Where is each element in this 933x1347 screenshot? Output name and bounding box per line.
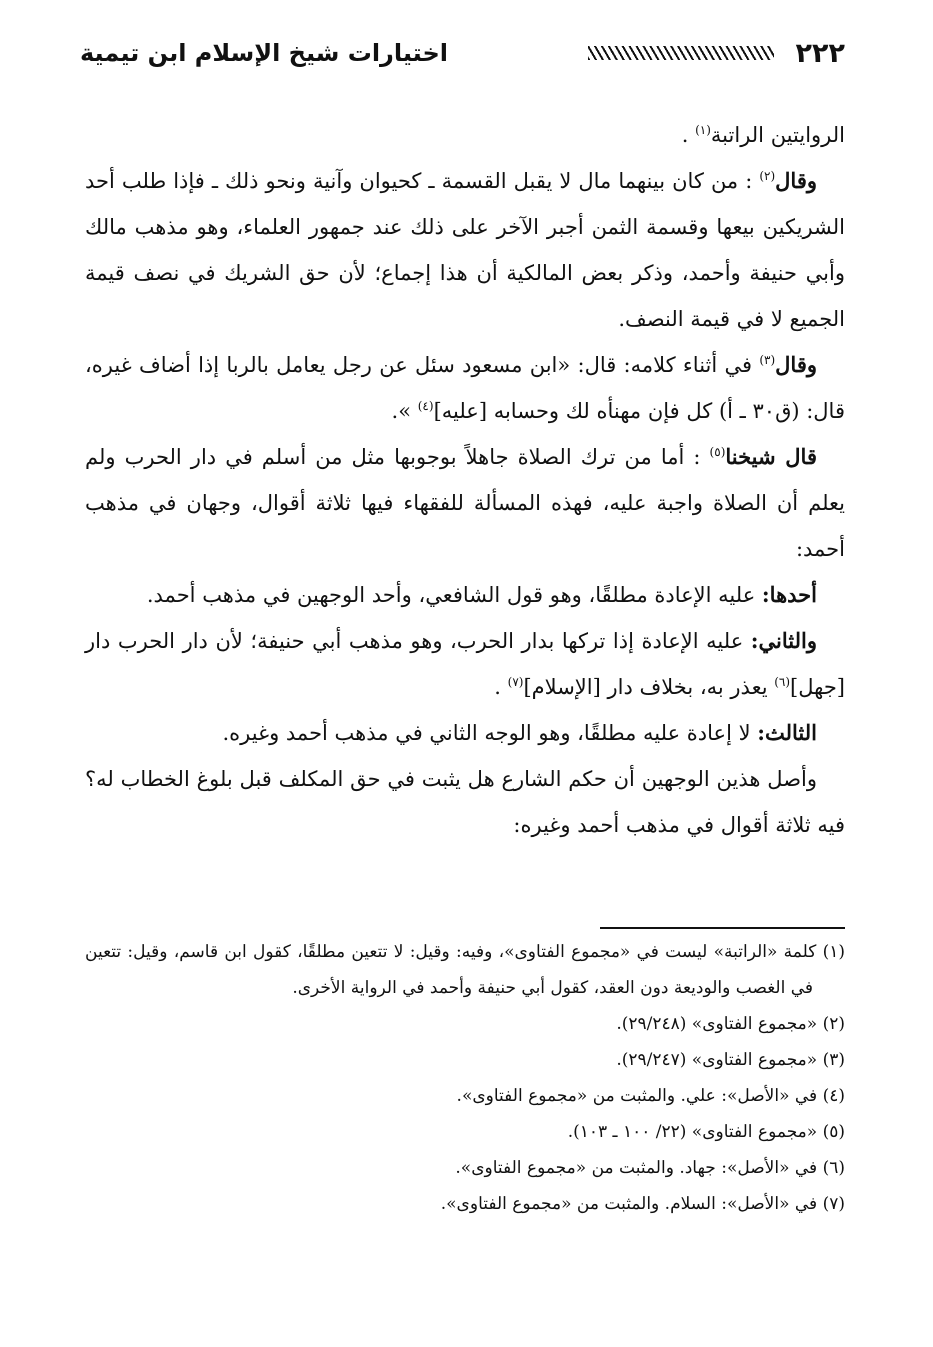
paragraph <box>85 158 845 342</box>
paragraph <box>85 710 845 756</box>
paragraph-text: الروايتين الراتبة <box>710 123 845 147</box>
footnote-ref: (٧) <box>507 675 524 689</box>
paragraph <box>85 434 845 572</box>
paragraph-text: ». <box>391 399 418 423</box>
paragraph-lead: وقال <box>775 168 817 193</box>
paragraph-text: عليه الإعادة مطلقًا، وهو قول الشافعي، وأحد الوجهين في مذهب أحمد. <box>146 583 762 607</box>
paragraph-text: : من كان بينهما مال لا يقبل القسمة ـ كحيوان وآنية ونحو ذلك ـ فإذا طلب أحد الشريكين بيعها وقسمة الثمن أجبر الآخر على ذلك عند جمهور العلماء، وهو مذهب مالك وأبي حنيفة وأحمد، وذكر بعض المالكية أن هذا إجماع؛ لأن حق الشريك في نصف قيمة الجميع لا في قيمة النصف. <box>85 169 845 331</box>
footnotes <box>85 934 845 1222</box>
header-title: اختيارات شيخ الإسلام ابن تيمية <box>80 39 449 67</box>
paragraph <box>85 342 845 434</box>
footnote: (٢) «مجموع الفتاوى» (٢٩/٢٤٨). <box>616 1014 845 1034</box>
paragraph <box>85 756 845 848</box>
footnote: (٧) في «الأصل»: السلام. والمثبت من «مجموع الفتاوى». <box>440 1194 845 1214</box>
footnote-ref: (٥) <box>709 445 726 459</box>
header-ornament <box>588 46 774 60</box>
paragraph-lead: الثالث: <box>757 720 817 745</box>
footnote: (٣) «مجموع الفتاوى» (٢٩/٢٤٧). <box>616 1050 845 1070</box>
footnote: (٤) في «الأصل»: علي. والمثبت من «مجموع الفتاوى». <box>456 1086 845 1106</box>
paragraph-lead: أحدها: <box>761 582 817 607</box>
footnote-ref: (٦) <box>774 675 791 689</box>
paragraph-text: وأصل هذين الوجهين أن حكم الشارع هل يثبت في حق المكلف قبل بلوغ الخطاب له؟ فيه ثلاثة أقوال في مذهب أحمد وغيره: <box>85 767 845 837</box>
running-header <box>80 28 845 78</box>
paragraph-text: . <box>681 123 696 147</box>
paragraph-lead: قال شيخنا <box>725 444 817 469</box>
paragraph-text: . <box>494 675 508 699</box>
footnote-ref: (٤) <box>417 399 434 413</box>
page-number: ٢٢٢ <box>795 37 845 69</box>
paragraph-text: يعذر به، بخلاف دار [الإسلام] <box>523 675 775 699</box>
footnote-ref: (٢) <box>759 169 776 183</box>
paragraph <box>85 618 845 710</box>
footnote: (١) كلمة «الراتبة» ليست في «مجموع الفتاوى»، وفيه: وقيل: لا تتعين مطلقًا، كقول ابن قاسم، وقيل: تتعين في الغصب والوديعة دون العقد، كقول أبي حنيفة وأحمد في الرواية الأخرى. <box>85 942 845 998</box>
footnote: (٥) «مجموع الفتاوى» (٢٢/ ١٠٠ ـ ١٠٣). <box>567 1122 845 1142</box>
paragraph-text: عليه الإعادة إذا تركها بدار الحرب، وهو مذهب أبي حنيفة؛ لأن دار الحرب دار [جهل] <box>85 629 845 699</box>
paragraph-text: : أما من ترك الصلاة جاهلاً بوجوبها مثل من أسلم في دار الحرب ولم يعلم أن الصلاة واجبة عليه، فهذه المسألة للفقهاء فيها ثلاثة أقوال، وجهان في مذهب أحمد: <box>85 445 845 561</box>
paragraph <box>85 112 845 158</box>
paragraph-lead: وقال <box>775 352 817 377</box>
paragraph-text: في أثناء كلامه: قال: «ابن مسعود سئل عن رجل يعامل بالربا إذا أضاف غيره، قال: (ق٣٠ ـ أ) كل فإن مهنأه لك وحسابه [عليه] <box>85 353 845 423</box>
paragraph-text: لا إعادة عليه مطلقًا، وهو الوجه الثاني في مذهب أحمد وغيره. <box>222 721 758 745</box>
footnote-divider <box>600 927 845 929</box>
paragraph <box>85 572 845 618</box>
footnote-ref: (٣) <box>759 353 776 367</box>
paragraph-lead: والثاني: <box>750 628 817 653</box>
footnote-ref: (١) <box>695 123 711 137</box>
main-text <box>85 112 845 848</box>
footnote: (٦) في «الأصل»: جهاد. والمثبت من «مجموع الفتاوى». <box>455 1158 845 1178</box>
